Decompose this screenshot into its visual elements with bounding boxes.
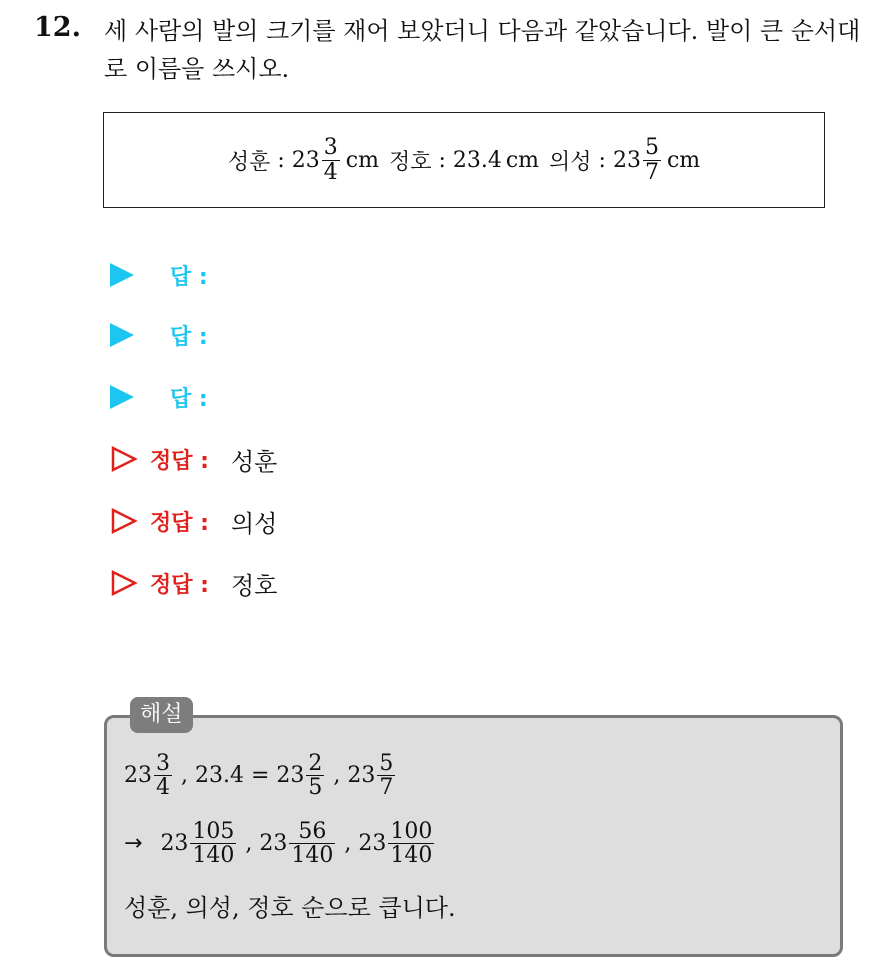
fraction [388,820,434,867]
whole-number: 23 [160,831,189,857]
whole-number: 23 [259,831,288,857]
explanation-line-2 [124,820,436,867]
triangle-outline-icon [110,569,138,597]
denominator: 5 [308,775,323,801]
question-text: 세 사람의 발의 크기를 재어 보았더니 다음과 같았습니다. 발이 큰 순서대로 이름을 쓰시오. [104,17,861,83]
numerator: 105 [192,819,235,844]
decimal-equals: 23.4 = [194,763,277,789]
triangle-icon [110,323,134,347]
numerator: 5 [644,135,659,161]
answer-label: 답 : [170,324,208,350]
correct-answer-row [110,504,277,538]
triangle-outline-icon [110,507,138,535]
numerator: 3 [156,751,170,776]
whole-number: 23 [612,147,641,173]
denominator: 140 [192,843,235,869]
numerator: 3 [323,135,338,161]
person-name: 정호 [388,149,432,175]
denominator: 4 [323,159,338,185]
correct-answer-value: 정호 [230,571,278,600]
question-number: 12. [34,12,81,43]
correct-answer-row [110,566,277,600]
colon: : [270,147,292,173]
comma: , [238,831,260,857]
denominator: 140 [390,843,433,869]
correct-answer-label: 정답 : [150,572,209,598]
comma: , [337,831,359,857]
person-name: 성훈 [227,149,271,175]
numerator: 100 [390,819,433,844]
numerator: 2 [308,751,323,776]
correct-answer-value: 성훈 [230,447,278,476]
fraction [190,820,236,867]
fraction [289,820,335,867]
answer-row [110,318,208,352]
denominator: 7 [379,775,394,801]
answer-row [110,258,208,292]
decimal-value: 23.4 [452,147,502,173]
correct-answer-value: 의성 [230,509,278,538]
explanation-line-3: 성훈, 의성, 정호 순으로 큽니다. [124,894,456,922]
whole-number: 23 [124,763,152,789]
triangle-icon [110,263,134,287]
whole-number: 23 [347,763,376,789]
fraction [154,752,172,799]
person-name: 의성 [549,149,592,175]
fraction [643,136,661,183]
arrow-icon: → [124,831,143,857]
correct-answer-row [110,442,277,476]
fraction [377,752,395,799]
whole-number: 23 [358,831,387,857]
triangle-outline-icon [110,445,138,473]
colon: : [431,147,453,173]
correct-answer-label: 정답 : [150,510,209,536]
fraction [322,136,340,183]
whole-number: 23 [291,147,320,173]
unit: cm [505,147,540,173]
correct-answer-label: 정답 : [150,448,209,474]
triangle-icon [110,385,134,409]
answer-label: 답 : [170,264,208,290]
denominator: 7 [644,159,659,185]
unit: cm [345,147,379,173]
comma: , [326,763,348,789]
denominator: 4 [156,775,170,801]
whole-number: 23 [276,763,305,789]
explanation-tab: 해설 [130,697,193,733]
numerator: 5 [379,751,394,776]
colon: : [591,147,613,173]
denominator: 140 [291,843,334,869]
fraction [306,752,324,799]
numerator: 56 [298,819,327,844]
answer-label: 답 : [170,386,208,412]
explanation-line-1 [124,752,397,799]
given-box [103,112,825,208]
comma: , [174,763,195,789]
answer-row [110,380,208,414]
unit: cm [666,147,701,173]
